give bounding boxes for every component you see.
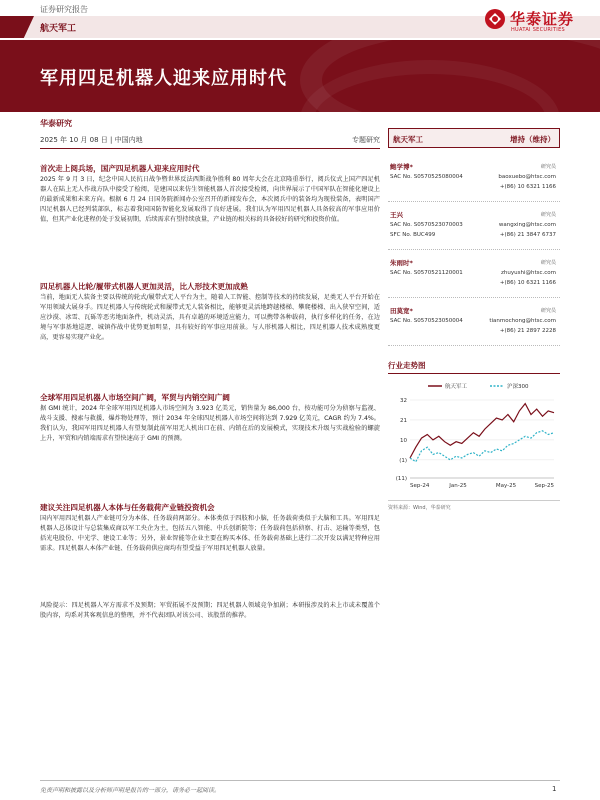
x-tick-label: May-25 xyxy=(495,483,517,489)
trend-chart-title: 行业走势图 xyxy=(388,360,560,374)
section-heading-3: 全球军用四足机器人市场空间广阔，军贸与内销空间广阔 xyxy=(40,393,230,402)
y-tick-label: 21 xyxy=(400,417,407,424)
report-type: 专题研究 xyxy=(352,136,380,144)
x-tick-label: Sep-24 xyxy=(410,483,430,489)
analyst-sac: SAC No. S0570521120001 xyxy=(390,270,463,276)
analyst-email[interactable]: tianmochong@htsc.com xyxy=(489,318,556,324)
analyst-name: 朱雨时* xyxy=(390,259,413,267)
analyst-email[interactable]: wangxing@htsc.com xyxy=(498,222,556,228)
analyst-role: 研究员 xyxy=(540,308,556,314)
report-meta xyxy=(40,118,380,149)
title-banner xyxy=(0,40,600,112)
footer-disclaimer: 免责声明和披露以及分析师声明是报告的一部分，请务必一起阅读。 xyxy=(40,787,221,794)
analyst-card xyxy=(388,306,560,346)
analyst-name: 鲍学博* xyxy=(390,163,413,171)
analyst-sfc: SFC No. BUC499 xyxy=(390,232,436,238)
analyst-card xyxy=(388,162,560,202)
section-heading-4: 建议关注四足机器人本体与任务载荷产业链投资机会 xyxy=(40,503,215,512)
doc-type-label: 证券研究报告 xyxy=(40,5,88,14)
y-tick-label: 32 xyxy=(400,398,407,404)
analyst-name: 田莫宽* xyxy=(390,307,413,315)
chart-source: 资料来源：Wind，华泰研究 xyxy=(388,500,560,511)
sidebar-industry: 航天军工 xyxy=(393,135,423,144)
org-name: 华泰研究 xyxy=(40,119,72,128)
analyst-phone: +(86) 21 2897 2228 xyxy=(499,328,556,334)
analyst-name: 王兴 xyxy=(390,211,403,219)
rating-box xyxy=(388,128,560,148)
section-label: 航天军工 xyxy=(40,24,77,34)
section-text-4: 国内军用四足机器人产业链可分为本体、任务载荷两部分。本体类似于四肢和小脑，任务载荷类似于大脑和工具。军用四足机器人总体设计与总装集成商以军工央企为主，包括五八智能、中兵创新院等；任务载荷包括侦察、打击、运输等类型，包括光电股份、中光学、建设工业等；另外，景业智能等企业主要在购买本体、任务载荷基础上进行二次开发以满足特种应用需求。四足机器人本体产业链、任务载荷供应商均有望受益于军用四足机器人放量。 xyxy=(40,515,380,552)
trend-chart-svg xyxy=(388,378,560,498)
page-number: 1 xyxy=(552,785,557,793)
series-line-csi300 xyxy=(410,431,554,462)
analyst-role: 研究员 xyxy=(540,164,556,170)
x-tick-label: Jan-25 xyxy=(449,483,467,489)
analyst-sac: SAC No. S0570525080004 xyxy=(390,174,463,180)
analyst-card xyxy=(388,210,560,250)
huatai-logo xyxy=(484,6,584,38)
y-tick-label: (11) xyxy=(395,476,407,482)
sidebar-rating: 增持（维持） xyxy=(510,135,555,144)
logo-name-en: HUATAI SECURITIES xyxy=(511,27,565,33)
section-heading-2: 四足机器人比轮/履带式机器人更加灵活，比人形技术更加成熟 xyxy=(40,282,248,291)
section-text-2: 当前，地面无人装备主要以传统的轮式/履带式无人平台为主，随着人工智能、控制等技术的持续发展，足类无人平台开始在军用领域大展身手。四足机器人与传统轮式和履带式无人装备相比，能够更灵活地跨越楼梯、攀爬楼梯、出入狭窄空间，适应沙漠、冰雪、瓦砾等恶劣地面条件，机动灵活，具有卓越的环境适应能力，可以携带各种载荷，执行多样化的任务，在边境与军事基地巡逻、城镇作战中优势更加明显，具有较好的军事应用前景。与人形机器人相比，四足机器人技术成熟度更高，更容易实现产业化。 xyxy=(40,294,380,341)
report-date: 2025 年 10 月 08 日 | 中国内地 xyxy=(40,136,143,144)
analyst-card xyxy=(388,258,560,298)
sidebar xyxy=(388,118,560,511)
section-text-3: 据 GMI 统计，2024 年全球军用四足机器人市场空间为 3.923 亿美元，销售量为 86,000 台，按功能可分为侦察与监视、战斗支援、搜索与救援、爆炸物处理等，预计 2034 年全球四足机器人市场空间将达到 7.929 亿美元，CAGR 约为 7.4%。我们认为，我国军用四足机器人有望复制此前军用无人机出口在前、内销在后的发展模式，实现技术升级与实战检验的螺旋上升，军贸和内销端需求有望快速高于 GMI 的预测。 xyxy=(40,405,380,442)
x-tick-label: Sep-25 xyxy=(534,483,554,489)
analyst-role: 研究员 xyxy=(540,212,556,218)
legend-label: 沪深300 xyxy=(507,384,529,390)
y-tick-label: 10 xyxy=(400,437,407,444)
section-heading-1: 首次走上阅兵场，国产四足机器人迎来应用时代 xyxy=(40,164,200,173)
y-tick-label: (1) xyxy=(399,457,407,464)
analyst-sac: SAC No. S0570523050004 xyxy=(390,318,463,324)
legend-label: 航天军工 xyxy=(445,384,468,390)
series-line-aerospace xyxy=(410,404,554,458)
analyst-email[interactable]: baoxuebo@htsc.com xyxy=(498,174,556,180)
analyst-role: 研究员 xyxy=(540,260,556,266)
analyst-phone: +(86) 10 6321 1166 xyxy=(499,184,556,190)
report-title: 军用四足机器人迎来应用时代 xyxy=(40,68,287,89)
analyst-sac: SAC No. S0570523070003 xyxy=(390,222,463,228)
huatai-logo-icon xyxy=(484,8,506,30)
analyst-phone: +(86) 21 3847 6737 xyxy=(499,232,556,238)
analyst-email[interactable]: zhuyushi@htsc.com xyxy=(500,270,556,276)
risk-warning: 风险提示：四足机器人军方需求不及预期；军贸拓展不及预期；四足机器人领域竞争加剧；本研报涉及的未上市或未覆盖个股内容，均系对其客观信息的整理，并不代表团队对该公司、该股票的推荐。 xyxy=(40,602,380,619)
logo-name-cn: 华泰证券 xyxy=(510,10,575,28)
trend-chart xyxy=(388,378,560,498)
section-text-1: 2025 年 9 月 3 日，纪念中国人民抗日战争暨世界反法西斯战争胜利 80 周年大会在北京隆重举行，阅兵仪式上国产四足机器人在陆上无人作战方队中接受了检阅，是建国以来仿生智能机器人首次接受检阅，向世界展示了中国军队在智能化建设上的最新成果和未来方向。根据 6 月 24 日国务院新闻办公室召开的新闻发布会，本次阅兵中的装备均为现役装备，表明国产四足机器人已经列装部队，标志着我国国防智能化发展取得了良好进展。我们认为军用四足机器人具备较高的军事应用价值，但其产业化进程仍处于发展初期，后续需求有望持续放量，产业链的相关标的具备较好的研究和投资价值。 xyxy=(40,176,380,223)
analyst-phone: +(86) 10 6321 1166 xyxy=(499,280,556,286)
